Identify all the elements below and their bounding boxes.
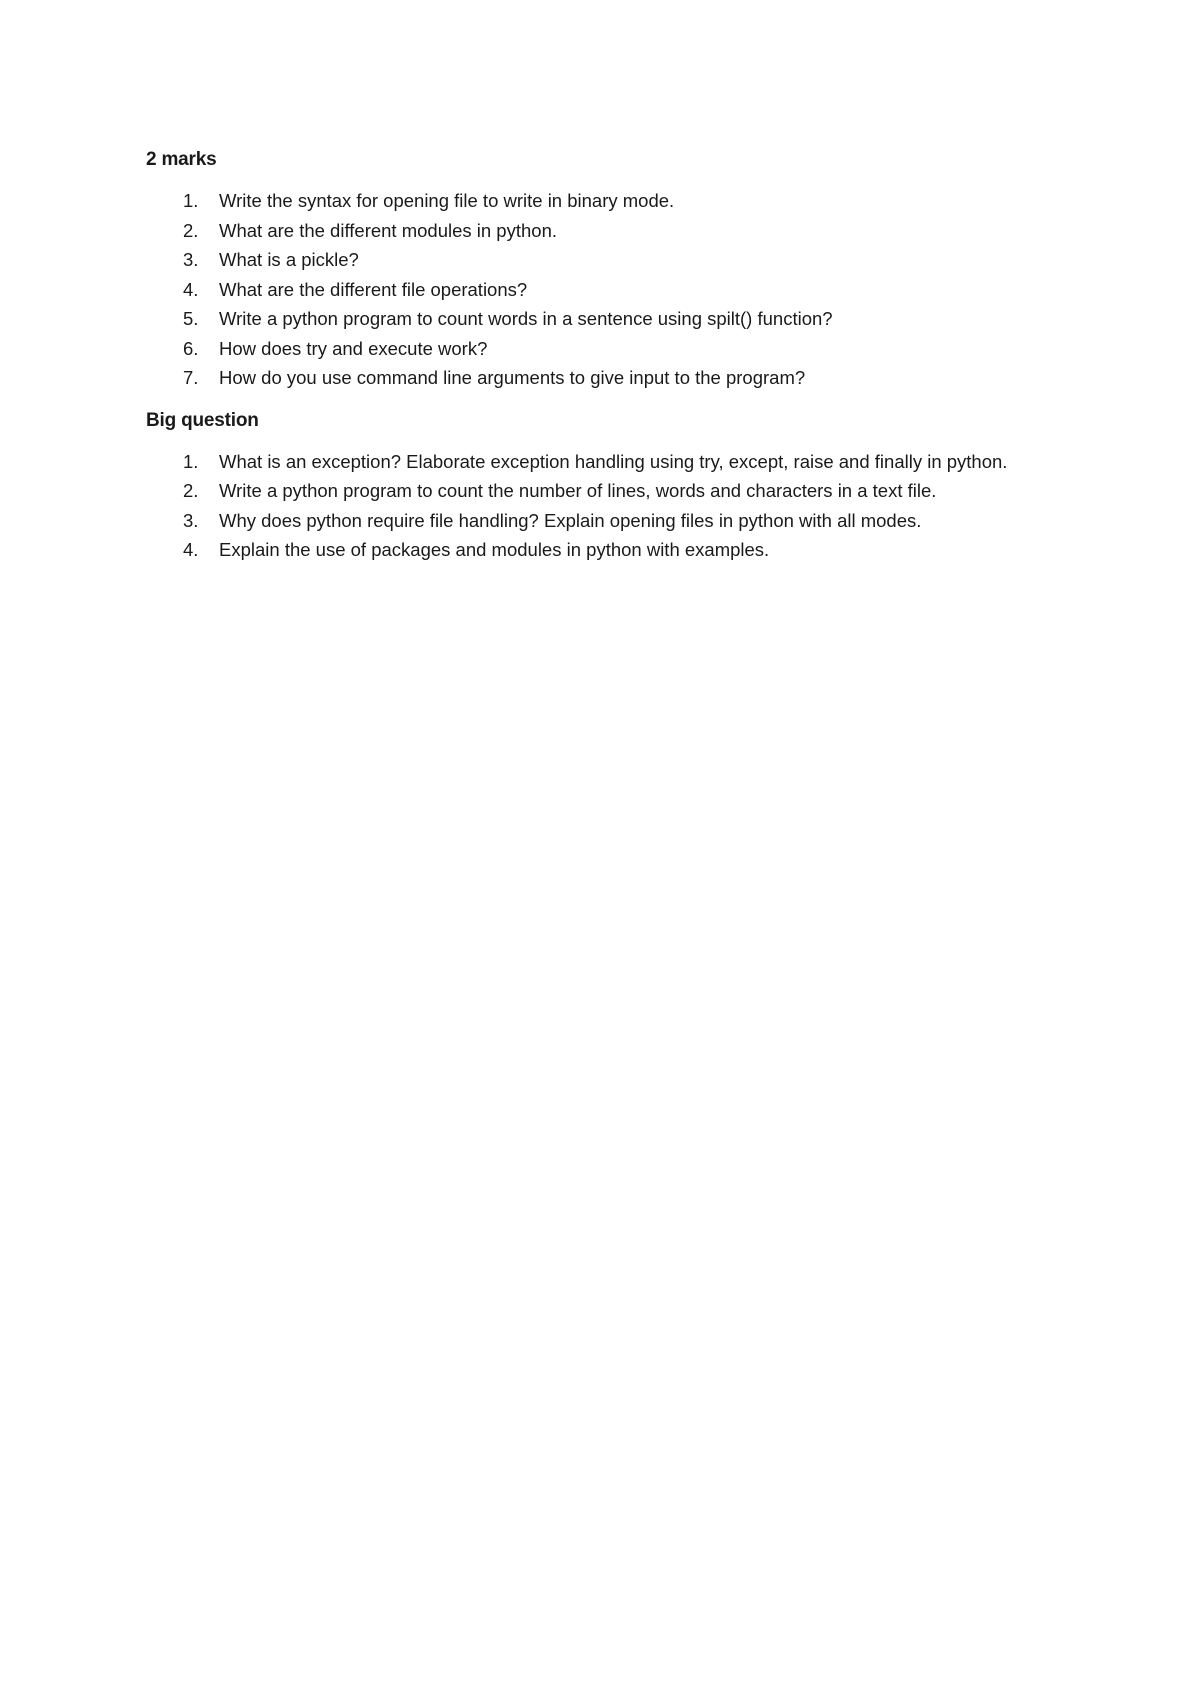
question-text: How does try and execute work? bbox=[219, 337, 488, 359]
question-text: What are the different modules in python. bbox=[219, 219, 557, 241]
question-item bbox=[146, 275, 1066, 305]
section-heading: 2 marks bbox=[146, 149, 217, 170]
question-text: How do you use command line arguments to give input to the program? bbox=[219, 367, 806, 388]
question-number: 6. bbox=[183, 337, 199, 359]
question-list bbox=[146, 447, 1066, 565]
question-text: Write a python program to count the number of lines, words and characters in a text file. bbox=[219, 480, 937, 501]
question-item bbox=[146, 535, 1066, 565]
question-text: Explain the use of packages and modules in python with examples. bbox=[219, 539, 770, 560]
question-item bbox=[146, 506, 1066, 536]
question-number: 2. bbox=[183, 480, 199, 501]
question-number: 3. bbox=[183, 249, 199, 270]
question-item bbox=[146, 334, 1066, 364]
question-item bbox=[146, 186, 1066, 216]
question-text: Why does python require file handling? Explain opening files in python with all modes. bbox=[219, 509, 922, 531]
question-text: Write a python program to count words in a sentence using spilt() function? bbox=[219, 308, 833, 329]
question-text: What are the different file operations? bbox=[219, 278, 528, 300]
question-item bbox=[146, 245, 1066, 275]
question-item bbox=[146, 476, 1066, 506]
question-number: 2. bbox=[183, 219, 199, 241]
question-number: 1. bbox=[183, 450, 199, 472]
question-item bbox=[146, 447, 1066, 477]
question-text: What is a pickle? bbox=[219, 249, 359, 270]
section-big-question bbox=[146, 407, 1066, 565]
section-heading: Big question bbox=[146, 409, 259, 431]
question-item bbox=[146, 363, 1066, 393]
question-item bbox=[146, 304, 1066, 334]
question-number: 1. bbox=[183, 190, 199, 211]
question-item bbox=[146, 216, 1066, 246]
section-2-marks bbox=[146, 146, 1066, 393]
question-number: 7. bbox=[183, 367, 199, 388]
question-number: 4. bbox=[183, 539, 199, 560]
question-text: Write the syntax for opening file to write in binary mode. bbox=[219, 190, 675, 211]
question-number: 5. bbox=[183, 308, 199, 329]
question-list bbox=[146, 186, 1066, 393]
document-content bbox=[146, 146, 1066, 565]
question-number: 3. bbox=[183, 509, 199, 531]
question-text: What is an exception? Elaborate exception handling using try, except, raise and finally in python. bbox=[219, 450, 1008, 472]
question-number: 4. bbox=[183, 278, 199, 300]
